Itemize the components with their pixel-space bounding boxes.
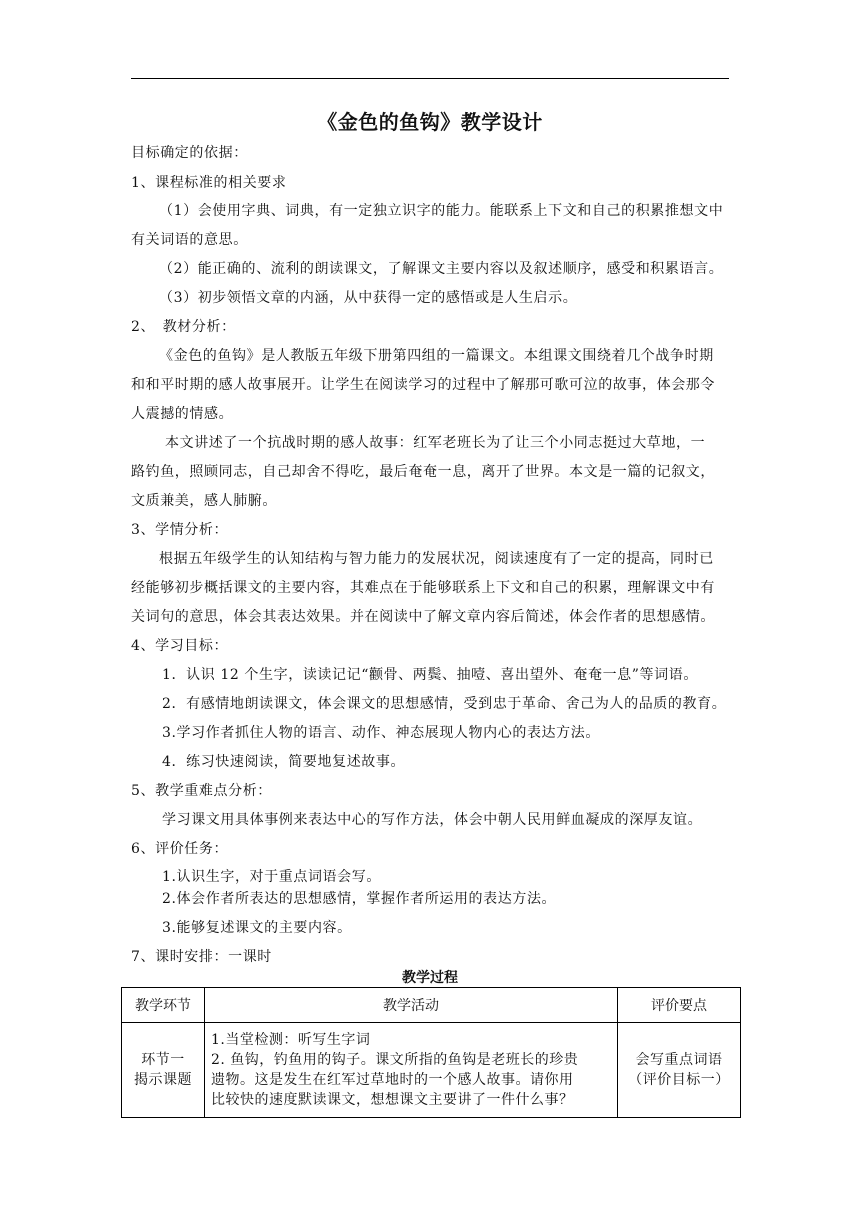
section-2-para-2-line-2: 路钓鱼，照顾同志，自己却舍不得吃，最后奄奄一息，离开了世界。本文是一篇的记叙文， xyxy=(131,464,715,480)
activity-cell xyxy=(205,1023,618,1118)
section-2-para-1-line-2: 和和平时期的感人故事展开。让学生在阅读学习的过程中了解那可歌可泣的故事，体会那令 xyxy=(131,377,715,393)
section-2-para-1-line-3: 人震撼的情感。 xyxy=(131,406,234,422)
learning-goal-1: 1．认识 12 个生字，读读记记“颧骨、两鬓、抽噎、喜出望外、奄奄一息”等词语。 xyxy=(162,667,698,683)
section-3-line-1: 根据五年级学生的认知结构与智力能力的发展状况，阅读速度有了一定的提高，同时已 xyxy=(159,551,714,567)
stage-line-2: 揭示课题 xyxy=(134,1072,192,1088)
section-2-heading: 2、 教材分析： xyxy=(131,319,236,335)
header-stage: 教学环节 xyxy=(122,988,205,1023)
section-5-heading: 5、教学重难点分析： xyxy=(131,783,272,799)
section-1-heading: 1、课程标准的相关要求 xyxy=(131,175,287,191)
section-2-para-2-line-3: 文质兼美，感人肺腑。 xyxy=(131,493,277,509)
table-row xyxy=(122,1023,741,1118)
evaluation-task-3: 3.能够复述课文的主要内容。 xyxy=(162,920,352,936)
section-1-item-2: （2）能正确的、流利的朗读课文，了解课文主要内容以及叙述顺序，感受和积累语言。 xyxy=(159,261,724,277)
teaching-process-table xyxy=(121,987,741,1118)
basis-heading: 目标确定的依据： xyxy=(131,145,248,161)
evaluation-task-1: 1.认识生字，对于重点词语会写。 xyxy=(162,869,381,885)
section-2-para-1-line-1: 《金色的鱼钩》是人教版五年级下册第四组的一篇课文。本组课文围绕着几个战争时期 xyxy=(159,348,714,364)
activity-line-4: 比较快的速度默读课文，想想课文主要讲了一件什么事？ xyxy=(211,1092,574,1108)
table-header-row xyxy=(122,988,741,1023)
section-6-heading: 6、评价任务： xyxy=(131,841,229,857)
section-1-item-1-line-1: （1）会使用字典、词典，有一定独立识字的能力。能联系上下文和自己的积累推想文中 xyxy=(159,203,724,219)
section-5-text: 学习课文用具体事例来表达中心的写作方法，体会中朝人民用鲜血凝成的深厚友谊。 xyxy=(162,812,703,828)
section-7-heading: 7、课时安排：一课时 xyxy=(131,949,272,965)
section-4-heading: 4、学习目标： xyxy=(131,638,229,654)
document-title: 《金色的鱼钩》教学设计 xyxy=(317,110,543,134)
learning-goal-4: 4．练习快速阅读，简要地复述故事。 xyxy=(162,754,406,770)
section-1-item-1-line-2: 有关词语的意思。 xyxy=(131,232,248,248)
stage-line-1: 环节一 xyxy=(141,1052,185,1068)
teaching-process-title: 教学过程 xyxy=(402,970,458,986)
activity-line-1: 1.当堂检测：听写生字词 xyxy=(211,1032,371,1048)
section-3-line-3: 关词句的意思，体会其表达效果。并在阅读中了解文章内容后简述，体会作者的思想感情。 xyxy=(131,609,715,625)
learning-goal-3: 3.学习作者抓住人物的语言、动作、神态展现人物内心的表达方法。 xyxy=(162,725,600,741)
evaluation-cell xyxy=(618,1023,741,1118)
section-1-item-3: （3）初步领悟文章的内涵，从中获得一定的感悟或是人生启示。 xyxy=(159,290,578,306)
header-evaluation: 评价要点 xyxy=(618,988,741,1023)
section-3-heading: 3、学情分析： xyxy=(131,522,229,538)
evaluation-line-1: 会写重点词语 xyxy=(635,1052,723,1068)
stage-cell xyxy=(122,1023,205,1118)
activity-line-3: 遗物。这是发生在红军过草地时的一个感人故事。请你用 xyxy=(211,1072,574,1088)
section-2-para-2-line-1: 本文讲述了一个抗战时期的感人故事：红军老班长为了让三个小同志挺过大草地，一 xyxy=(165,435,706,451)
section-3-line-2: 经能够初步概括课文的主要内容，其难点在于能够联系上下文和自己的积累，理解课文中有 xyxy=(131,580,715,596)
header-activity: 教学活动 xyxy=(205,988,618,1023)
header-rule xyxy=(131,78,729,79)
evaluation-line-2: （评价目标一） xyxy=(628,1072,730,1088)
activity-line-2: 2. 鱼钩，钓鱼用的钩子。课文所指的鱼钩是老班长的珍贵 xyxy=(211,1052,579,1068)
evaluation-task-2: 2.体会作者所表达的思想感情，掌握作者所运用的表达方法。 xyxy=(162,891,557,907)
learning-goal-2: 2．有感情地朗读课文，体会课文的思想感情，受到忠于革命、舍己为人的品质的教育。 xyxy=(162,696,727,712)
